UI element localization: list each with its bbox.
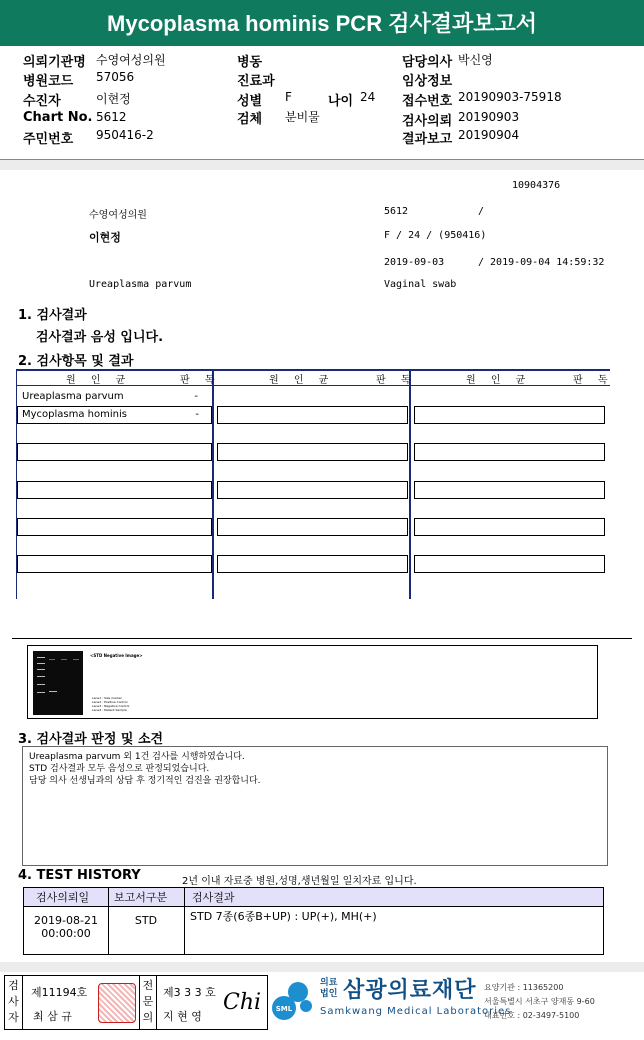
sml-logo-text: SML: [275, 1005, 293, 1013]
specialist-name: 지 현 영: [163, 1010, 202, 1023]
empty-cell: [17, 481, 212, 499]
seal-stamp: [98, 983, 136, 1023]
empty-cell: [414, 518, 605, 536]
table-row: [17, 406, 212, 424]
resident-label: 주민번호: [23, 132, 74, 147]
grid-vline: [212, 369, 214, 599]
institution-value: 수영여성의원: [96, 53, 166, 67]
specialist-vertical-text: 전문의: [142, 979, 154, 1024]
history-time-value: 00:00:00: [41, 927, 91, 940]
receiver-value: 이현정: [96, 92, 131, 106]
signature-box: [4, 975, 268, 1030]
clinical-label: 임상정보: [402, 74, 453, 89]
hospital-code-label: 병원코드: [23, 74, 74, 89]
reception-label: 접수번호: [402, 94, 453, 109]
table-row: [18, 388, 210, 406]
doctor-label: 담당의사: [402, 55, 453, 70]
gel-image-panel: [27, 645, 598, 719]
report-title: Mycoplasma hominis PCR 검사결과보고서: [0, 0, 644, 46]
empty-cell: [17, 443, 212, 461]
grid-header-pathogen: 원 인 균: [269, 375, 335, 386]
meta-patient: 이현정: [89, 231, 121, 244]
empty-cell: [414, 555, 605, 573]
empty-cell: [17, 518, 212, 536]
report-value: 20190904: [458, 128, 520, 142]
specimen-value: 분비물: [285, 110, 320, 124]
meta-clinic: 수영여성의원: [89, 210, 147, 221]
specimen-label: 검체: [237, 112, 263, 127]
history-header-category: 보고서구분: [114, 891, 168, 904]
request-value: 20190903: [458, 110, 520, 124]
meta-slash: /: [478, 206, 485, 217]
empty-cell: [414, 443, 605, 461]
gel-legend-item: Lane1 : Size marker: [92, 696, 122, 700]
empty-cell: [217, 518, 408, 536]
pathogen-name: Mycoplasma hominis: [22, 409, 127, 420]
ward-label: 병동: [237, 55, 263, 70]
chart-label: Chart No.: [23, 110, 93, 125]
specialist-vertical-label: [139, 976, 157, 1029]
empty-cell: [217, 443, 408, 461]
history-header-date: 검사의뢰일: [36, 891, 90, 904]
sex-value: F: [285, 90, 292, 104]
org-phone: 대표번호 : 02-3497-5100: [484, 1011, 580, 1020]
history-result: STD 7종(6종B+UP) : UP(+), MH(+): [190, 910, 377, 923]
org-type-1: 의료: [320, 978, 338, 988]
divider: [12, 638, 632, 639]
gel-image-title: <STD Negative Image>: [90, 653, 143, 658]
gel-image: [33, 651, 83, 715]
history-header-result: 검사결과: [192, 891, 235, 904]
history-category: STD: [134, 914, 158, 927]
history-date: [24, 914, 108, 940]
examiner-vertical-label: [5, 976, 23, 1029]
meta-organism: Ureaplasma parvum: [89, 279, 192, 290]
specialist-license: 제3 3 3 호: [163, 986, 216, 999]
opinion-line: 담당 의사 선생님과의 상담 후 정기적인 검진을 권장합니다.: [29, 776, 261, 786]
section-3-title: 3. 검사결과 판정 및 소견: [18, 732, 164, 747]
report-label: 결과보고: [402, 132, 453, 147]
empty-cell: [414, 481, 605, 499]
empty-cell: [217, 406, 408, 424]
org-type-2: 법인: [320, 989, 338, 999]
meta-date-to: / 2019-09-04 14:59:32: [478, 257, 605, 268]
examiner-license: 제11194호: [31, 986, 88, 999]
grid-header-judgement: 판 독: [376, 375, 417, 386]
pathogen-name: Ureaplasma parvum: [22, 391, 124, 402]
grid-header-pathogen: 원 인 균: [466, 375, 532, 386]
opinion-line: STD 검사결과 모두 음성으로 판정되었습니다.: [29, 764, 210, 774]
institution-label: 의뢰기관명: [23, 55, 86, 70]
gel-legend-item: Lane3 : Negative Control: [92, 704, 130, 708]
judgement-value: -: [195, 409, 199, 420]
request-label: 검사의뢰: [402, 114, 453, 129]
meta-sex-age: F / 24 / (950416): [384, 230, 487, 241]
separator-band: [0, 160, 644, 170]
gel-legend-item: Lane4 : Patient Sample: [92, 708, 127, 712]
receiver-label: 수진자: [23, 94, 61, 109]
doc-number: 10904376: [512, 180, 561, 191]
sex-label: 성별: [237, 94, 263, 109]
org-care-code: 요양기관 : 11365200: [484, 983, 564, 992]
doctor-value: 박신영: [458, 53, 493, 67]
history-header: [24, 888, 603, 907]
org-address: 서울특별시 서초구 양재동 9-60: [484, 997, 595, 1006]
hospital-code-value: 57056: [96, 70, 135, 84]
signature: Chi: [223, 990, 262, 1015]
org-type: [320, 978, 337, 1000]
empty-cell: [217, 481, 408, 499]
section-1-body: 검사결과 음성 입니다.: [36, 330, 164, 345]
grid-header-pathogen: 원 인 균: [66, 375, 132, 386]
meta-chart: 5612: [384, 206, 409, 217]
history-table: [23, 887, 604, 955]
empty-cell: [414, 406, 605, 424]
opinion-box: [22, 746, 608, 866]
department-label: 진료과: [237, 74, 275, 89]
age-value: 24: [360, 90, 376, 104]
grid-vline: [409, 369, 411, 599]
reception-value: 20190903-75918: [458, 90, 562, 104]
section-2-title: 2. 검사항목 및 결과: [18, 354, 134, 369]
age-label: 나이: [328, 94, 354, 109]
gel-legend-item: Lane2 : Positive Control: [92, 700, 128, 704]
resident-value: 950416-2: [96, 128, 154, 142]
empty-cell: [17, 555, 212, 573]
footer-band: [0, 962, 644, 972]
chart-value: 5612: [96, 110, 127, 124]
result-grid: [16, 369, 614, 599]
meta-date-from: 2019-09-03: [384, 257, 445, 268]
grid-header-judgement: 판 독: [573, 375, 614, 386]
org-english-name: Samkwang Medical Laboratories: [320, 1006, 512, 1017]
sml-logo: [272, 978, 316, 1022]
history-vline: [184, 888, 185, 954]
patient-header: [0, 46, 644, 160]
examiner-vertical-text: 검사자: [8, 979, 19, 1024]
section-1-title: 1. 검사결과: [18, 308, 87, 323]
opinion-line: Ureaplasma parvum 외 1건 검사를 시행하였습니다.: [29, 752, 245, 762]
history-date-value: 2019-08-21: [34, 914, 98, 927]
section-4-title: 4. TEST HISTORY: [18, 868, 141, 883]
history-note: 2년 이내 자료중 병원,성명,생년월일 일치자료 입니다.: [182, 876, 417, 887]
judgement-value: -: [194, 391, 198, 402]
empty-cell: [217, 555, 408, 573]
grid-header-judgement: 판 독: [180, 375, 221, 386]
examiner-name: 최 삼 규: [33, 1010, 72, 1023]
org-name: 삼광의료재단: [343, 978, 477, 1003]
meta-sample: Vaginal swab: [384, 279, 457, 290]
